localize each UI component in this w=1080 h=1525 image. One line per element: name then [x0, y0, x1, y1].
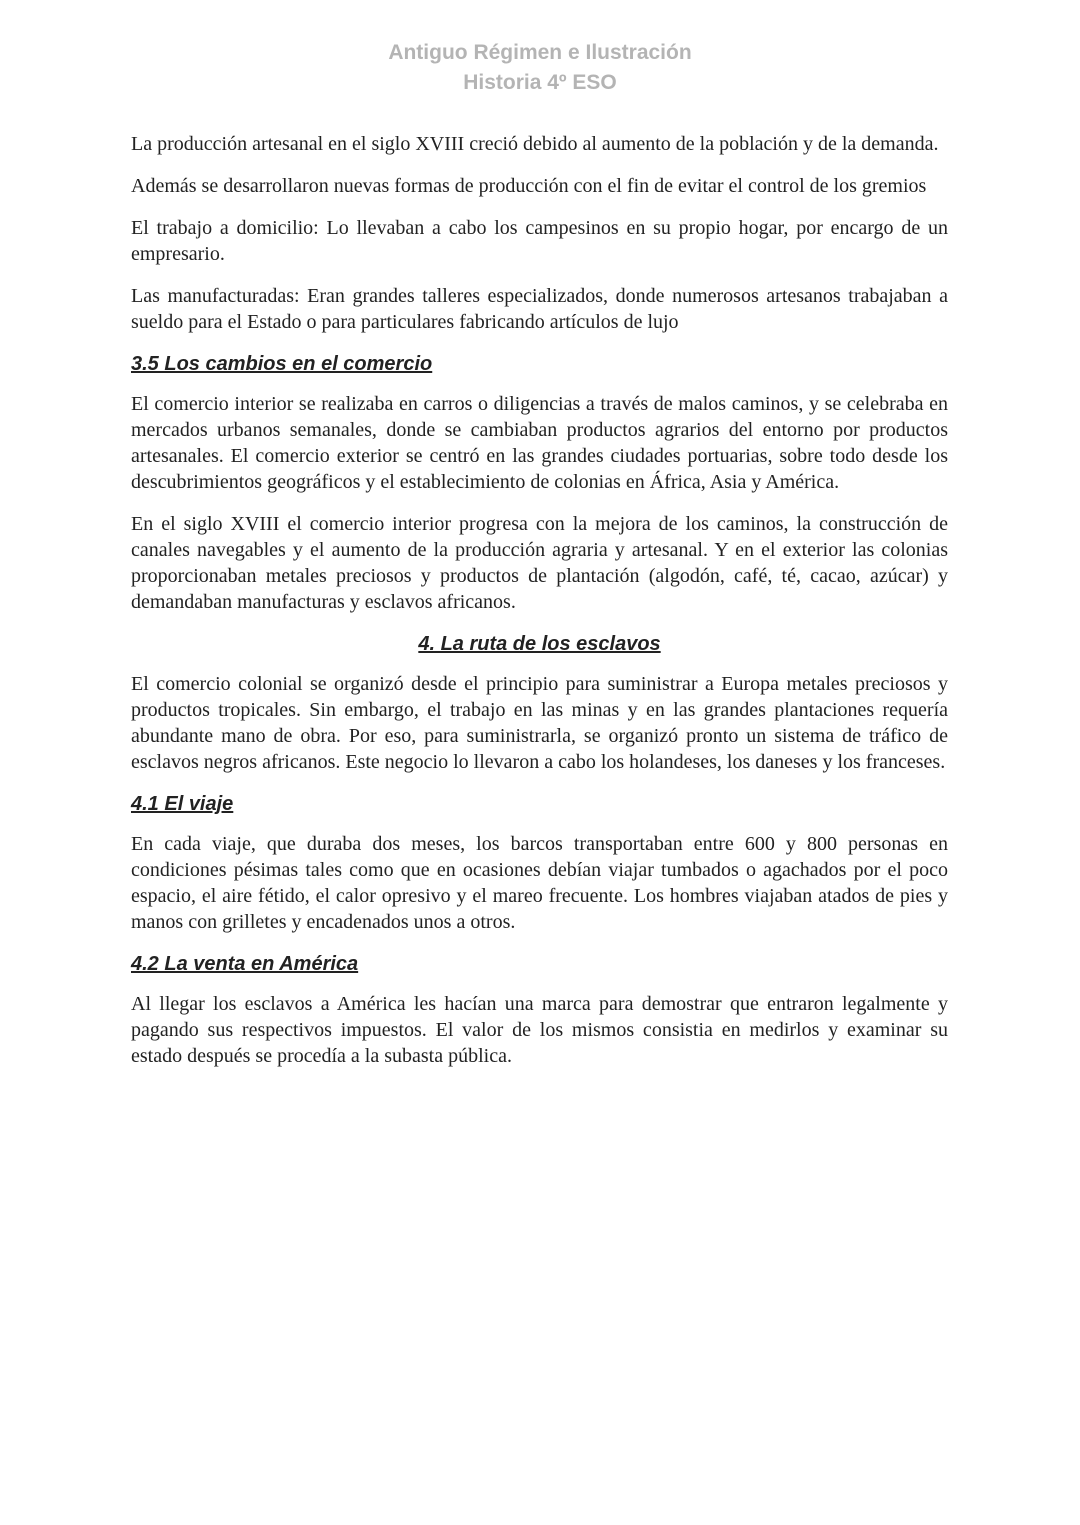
paragraph-manufactures: Las manufacturadas: Eran grandes talleres especializados, donde numerosos artesanos trabajaban a sueldo para el Estado o para particulares fabricando artículos de lujo [131, 285, 948, 333]
heading-section-4-2: 4.2 La venta en América [131, 953, 359, 975]
header-title: Antiguo Régimen e Ilustración [388, 41, 692, 64]
document-body [131, 131, 948, 1085]
page-header [0, 38, 1080, 98]
header-subtitle: Historia 4º ESO [463, 71, 617, 94]
heading-section-4: 4. La ruta de los esclavos [418, 633, 661, 655]
paragraph-new-production-forms: Además se desarrollaron nuevas formas de producción con el fin de evitar el control de los gremios [131, 175, 927, 197]
heading-section-4-1: 4.1 El viaje [131, 793, 234, 815]
paragraph-interior-commerce: El comercio interior se realizaba en carros o diligencias a través de malos caminos, y se celebraba en mercados urbanos semanales, donde se cambiaban productos agrarios del entorno por productos artesanales. El comercio exterior se centró en las grandes ciudades portuarias, sobre todo desde los descubrimientos geográficos y el establecimiento de colonias en África, Asia y América. [131, 393, 948, 493]
paragraph-sale-in-america: Al llegar los esclavos a América les hacían una marca para demostrar que entraron legalmente y pagando sus respectivos impuestos. El valor de los mismos consistia en medirlos y examinar su estado después se procedía a la subasta pública. [131, 993, 948, 1067]
paragraph-the-journey: En cada viaje, que duraba dos meses, los barcos transportaban entre 600 y 800 personas en condiciones pésimas tales como que en ocasiones debían viajar tumbados o agachados por el poco espacio, el aire fétido, el calor opresivo y el mareo frecuente. Los hombres viajaban atados de pies y manos con grilletes y encadenados unos a otros. [131, 833, 948, 933]
paragraph-home-work: El trabajo a domicilio: Lo llevaban a cabo los campesinos en su propio hogar, por encargo de un empresario. [131, 217, 948, 265]
paragraph-artisan-production: La producción artesanal en el siglo XVIII creció debido al aumento de la población y de la demanda. [131, 133, 939, 155]
paragraph-commerce-18th-century: En el siglo XVIII el comercio interior progresa con la mejora de los caminos, la construcción de canales navegables y el aumento de la producción agraria y artesanal. Y en el exterior las colonias proporcionaban metales preciosos y productos de plantación (algodón, café, té, cacao, azúcar) y demandaban manufacturas y esclavos africanos. [131, 513, 948, 613]
heading-section-3-5: 3.5 Los cambios en el comercio [131, 353, 433, 375]
paragraph-colonial-commerce: El comercio colonial se organizó desde el principio para suministrar a Europa metales preciosos y productos tropicales. Sin embargo, el trabajo en las minas y en las grandes plantaciones requería abundante mano de obra. Por eso, para suministrarla, se organizó pronto un sistema de tráfico de esclavos negros africanos. Este negocio lo llevaron a cabo los holandeses, los daneses y los franceses. [131, 673, 948, 773]
